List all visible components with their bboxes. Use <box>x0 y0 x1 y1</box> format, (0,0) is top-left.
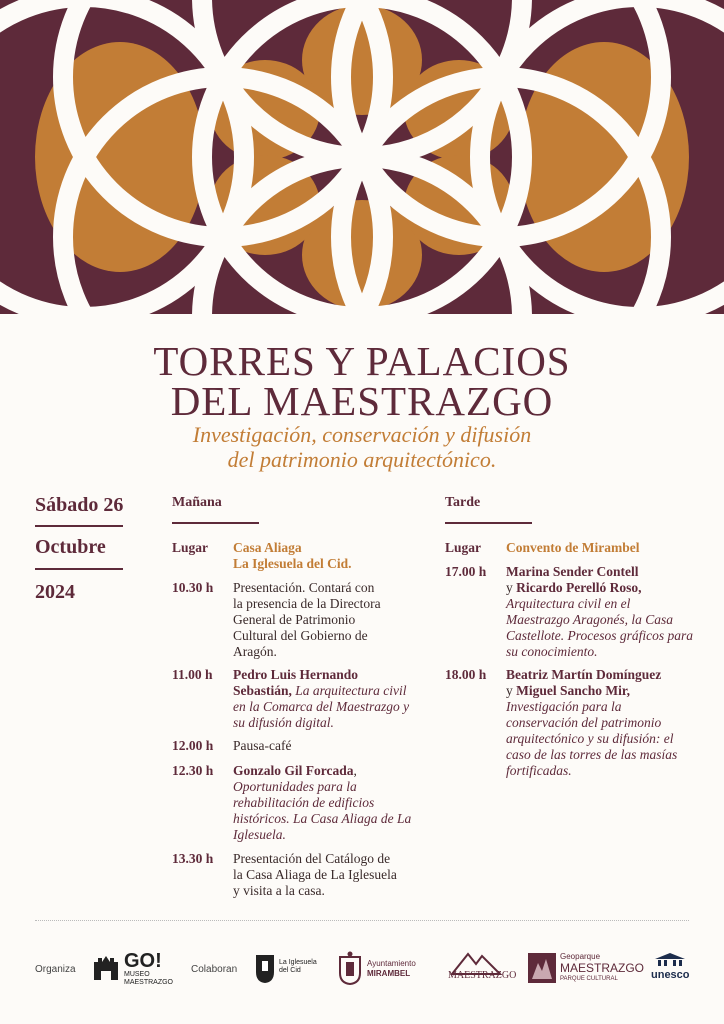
schedule-time: 11.00 h <box>172 667 213 682</box>
subtitle-line-1: Investigación, conservación y difusión <box>192 422 532 447</box>
date-divider <box>35 525 123 527</box>
coat-of-arms-icon <box>255 952 275 984</box>
ayuntamiento-mirambel-logo: Ayuntamiento MIRAMBEL <box>337 950 432 990</box>
schedule-item: Presentación. Contará con la presencia de la Directora General de Patrimonio Cultural del Gobierno de Aragón. <box>233 580 381 659</box>
schedule-time: 18.00 h <box>445 667 487 682</box>
temple-icon <box>653 952 687 968</box>
geoparque-maestrazgo-logo: Geoparque MAESTRAZGO PARQUE CULTURAL <box>528 950 644 990</box>
date-divider <box>35 568 123 570</box>
date-day: Sábado 26 <box>35 494 124 516</box>
schedule-item: Presentación del Catálogo de la Casa Aliaga de La Iglesuela y visita a la casa. <box>233 851 397 898</box>
schedule-item: Gonzalo Gil Forcada, Oportunidades para la rehabilitación de edificios históricos. La Casa Aliaga de La Iglesuela. <box>233 763 412 842</box>
morning-heading: Mañana <box>172 495 222 510</box>
schedule-item: Beatriz Martín Domínguez y Miguel Sancho Mir, Investigación para la conservación del patrimonio arquitectónico y su difusión: el caso de las torres de las masías fortificadas. <box>506 667 678 778</box>
schedule-item: Marina Sender Contell y Ricardo Perelló Roso, Arquitectura civil en el Maestrazgo Aragonés, la Casa Castellote. Procesos gráficos para su conocimiento. <box>506 564 693 659</box>
schedule-time: 10.30 h <box>172 580 214 595</box>
schedule-time: 13.30 h <box>172 851 214 866</box>
morning-place-label: Lugar <box>172 540 209 555</box>
schedule-time: 12.00 h <box>172 738 214 753</box>
footer-separator <box>35 920 689 921</box>
header-pattern-banner <box>0 0 724 314</box>
iglesuela-logo: La Iglesuela del Cid <box>255 950 320 990</box>
castle-icon <box>92 954 120 982</box>
maestrazgo-comarca-logo: MAESTRAZGO <box>446 948 506 990</box>
morning-place: Casa Aliaga La Iglesuela del Cid. <box>233 540 352 571</box>
organiza-label: Organiza <box>35 964 76 975</box>
geoparque-icon <box>528 953 556 983</box>
date-year: 2024 <box>35 581 75 603</box>
title-line-1: TORRES Y PALACIOS <box>153 338 571 384</box>
date-month: Octubre <box>35 536 106 558</box>
schedule-item: Pedro Luis Hernando Sebastián, La arquitectura civil en la Comarca del Maestrazgo y su difusión digital. <box>233 667 410 730</box>
subtitle-line-2: del patrimonio arquitectónico. <box>227 447 497 472</box>
unesco-logo: unesco <box>651 950 691 990</box>
afternoon-divider <box>445 522 532 524</box>
colaboran-label: Colaboran <box>191 964 238 975</box>
morning-divider <box>172 522 259 524</box>
schedule-time: 17.00 h <box>445 564 487 579</box>
afternoon-place: Convento de Mirambel <box>506 540 640 555</box>
go-museo-logo: GO! MUSEO MAESTRAZGO <box>92 950 172 990</box>
afternoon-heading: Tarde <box>445 495 481 510</box>
schedule-time: 12.30 h <box>172 763 214 778</box>
mirambel-crest-icon <box>337 951 363 985</box>
title-line-2: DEL MAESTRAZGO <box>170 378 554 424</box>
schedule-item: Pausa-café <box>233 738 292 753</box>
afternoon-place-label: Lugar <box>445 540 482 555</box>
